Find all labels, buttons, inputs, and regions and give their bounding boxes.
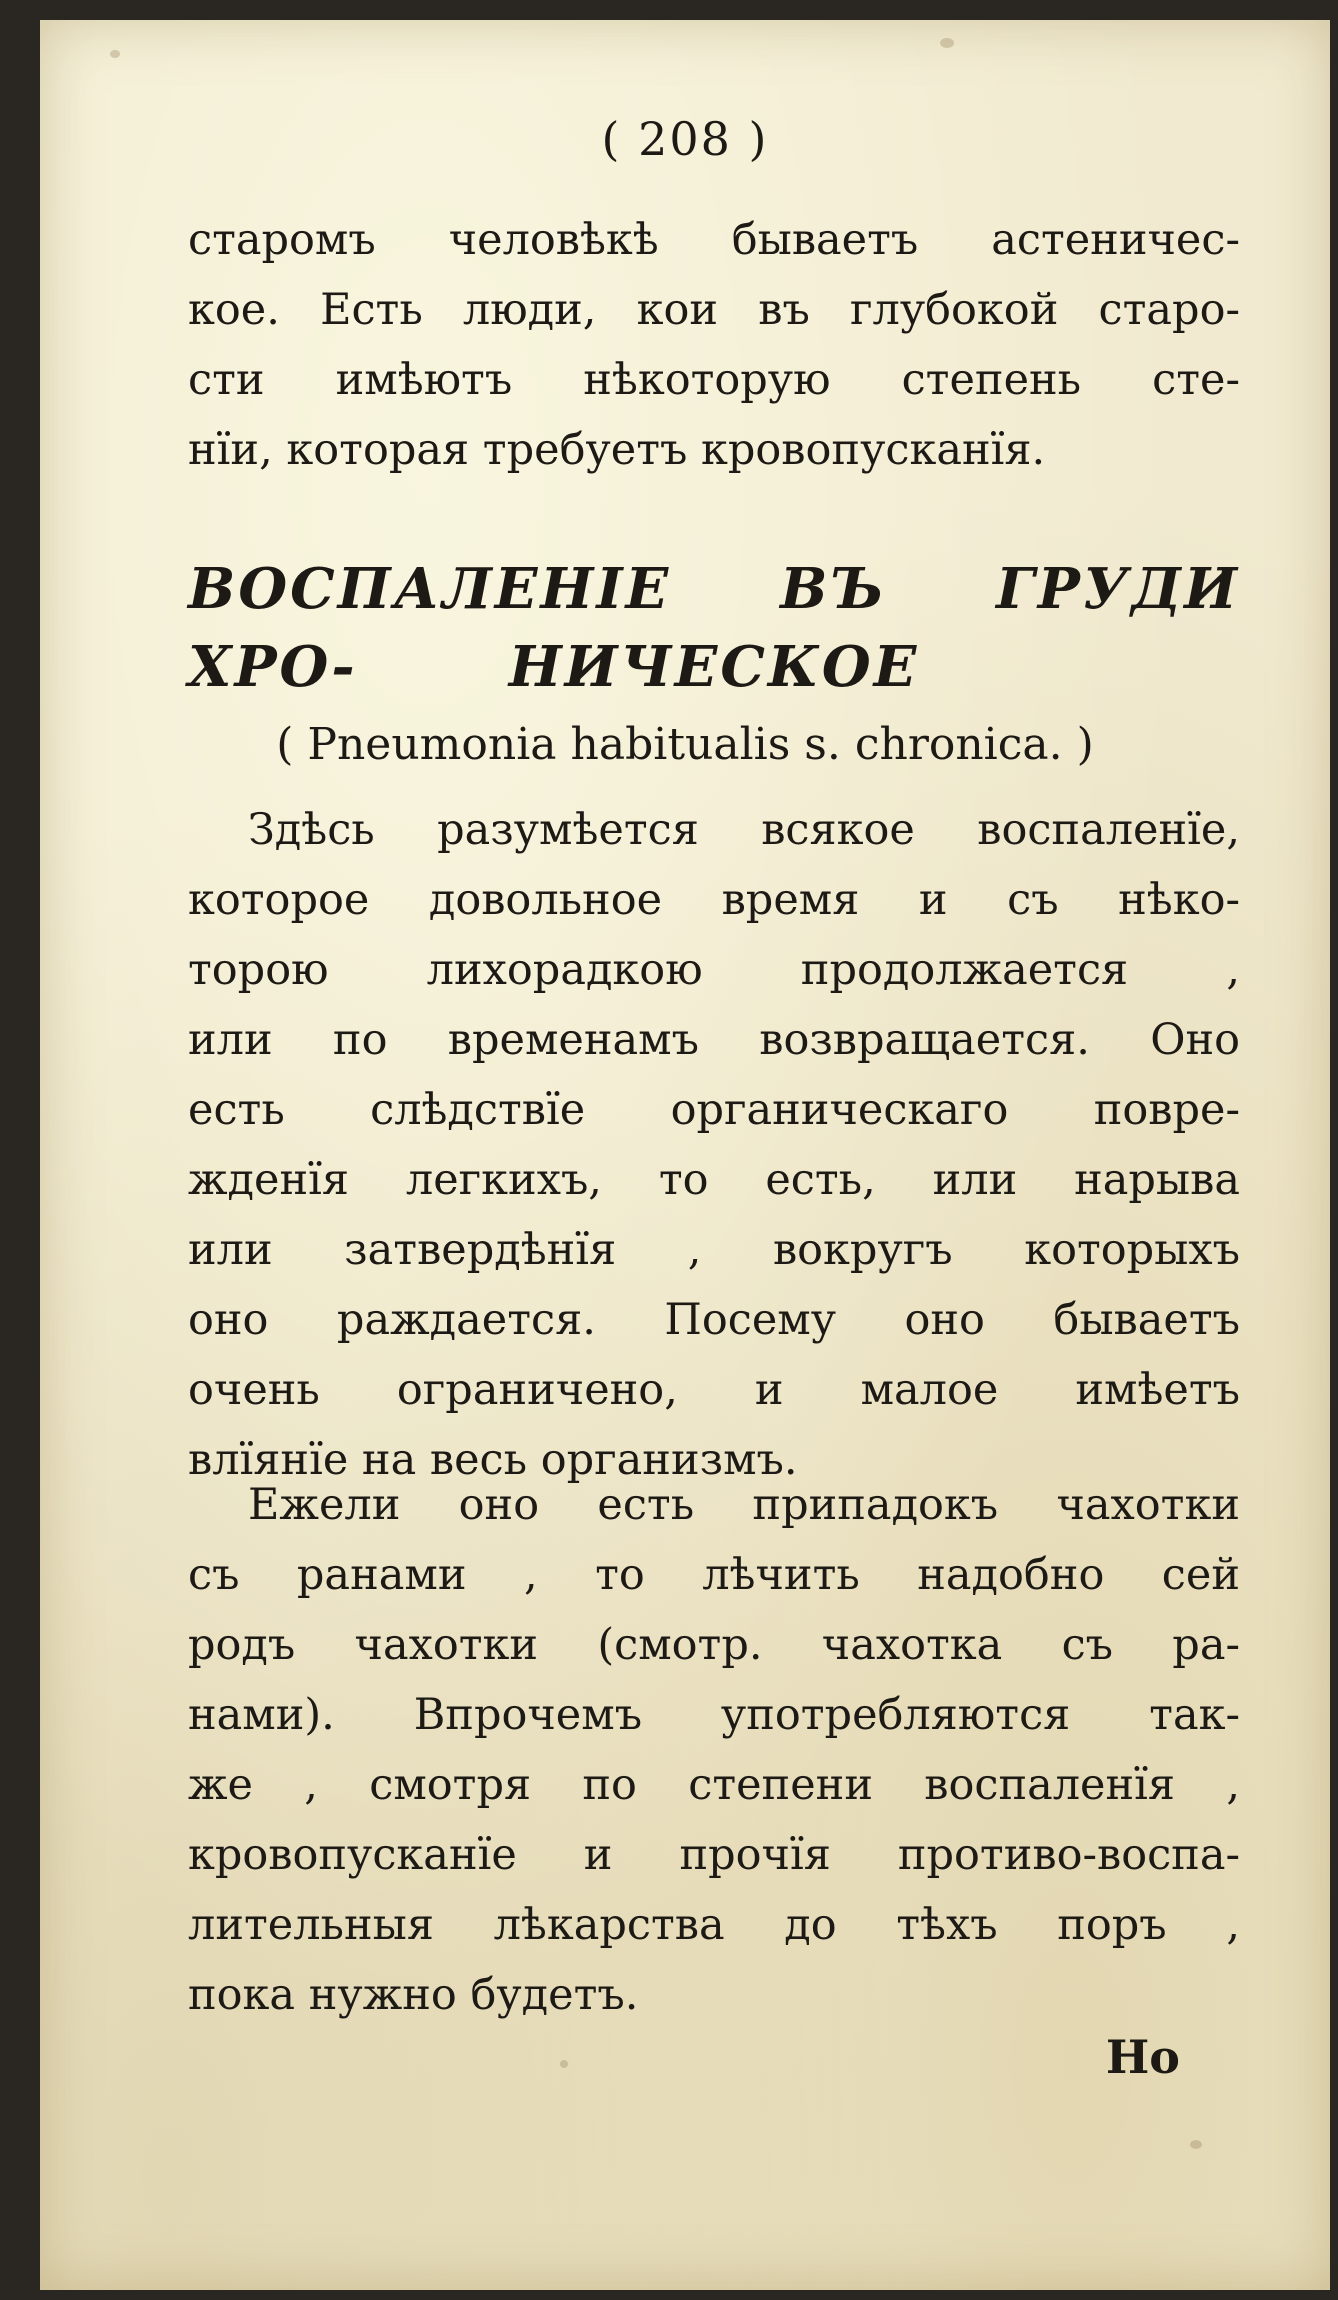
text-line: родъ чахотки (смотр. чахотка съ ра- <box>188 1620 1240 1670</box>
text-line: же , смотря по степени воспаленïя , <box>188 1760 1240 1810</box>
book-page <box>40 20 1330 2290</box>
text-line: торою лихорадкою продолжается , <box>188 945 1240 995</box>
text-line: нïи, которая требуетъ кровопусканïя. <box>188 425 1046 475</box>
text-line: которое довольное время и съ нѣко- <box>188 875 1240 925</box>
paper-stain <box>940 38 954 48</box>
text-line: влïянïе на весь организмъ. <box>188 1435 798 1485</box>
text-line: или затвердѣнïя , вокругъ которыхъ <box>188 1225 1240 1275</box>
text-line: или по временамъ возвращается. Оно <box>188 1015 1240 1065</box>
text-line: Ежели оно есть припадокъ чахотки <box>248 1480 1240 1530</box>
page-number: ( 208 ) <box>601 112 769 166</box>
continued-paragraph <box>188 205 1240 485</box>
text-line: оно раждается. Посему оно бываетъ <box>188 1295 1240 1345</box>
latin-subtitle: ( Pneumonia habitualis s. chronica. ) <box>276 719 1094 770</box>
text-line: очень ограничено, и малое имѣетъ <box>188 1365 1240 1415</box>
paragraph-2 <box>188 1470 1240 2030</box>
text-line: сти имѣютъ нѣкоторую степень сте- <box>188 355 1240 405</box>
paper-stain <box>1190 2140 1202 2149</box>
text-line: жденïя легкихъ, то есть, или нарыва <box>188 1155 1240 1205</box>
heading-line: НИЧЕСКОЕ <box>508 634 920 700</box>
catchword: Но <box>1105 2030 1180 2084</box>
text-line: старомъ человѣкѣ бываетъ астеничес- <box>188 215 1240 265</box>
text-line: лительныя лѣкарства до тѣхъ поръ , <box>188 1900 1240 1950</box>
paper-stain <box>560 2060 568 2068</box>
section-heading <box>188 550 1240 706</box>
text-line: пока нужно будетъ. <box>188 1970 639 2020</box>
paper-stain <box>110 50 120 58</box>
text-line: кое. Есть люди, кои въ глубокой старо- <box>188 285 1240 335</box>
heading-line: ВОСПАЛЕНIЕ ВЪ ГРУДИ ХРО- <box>188 556 1240 700</box>
text-line: нами). Впрочемъ употребляются так- <box>188 1690 1240 1740</box>
text-line: съ ранами , то лѣчить надобно сей <box>188 1550 1240 1600</box>
text-line: Здѣсь разумѣется всякое воспаленïе, <box>248 805 1240 855</box>
text-line: кровопусканïе и прочïя противо-воспа- <box>188 1830 1240 1880</box>
paragraph-1 <box>188 795 1240 1495</box>
text-line: есть слѣдствïе органическаго повре- <box>188 1085 1240 1135</box>
